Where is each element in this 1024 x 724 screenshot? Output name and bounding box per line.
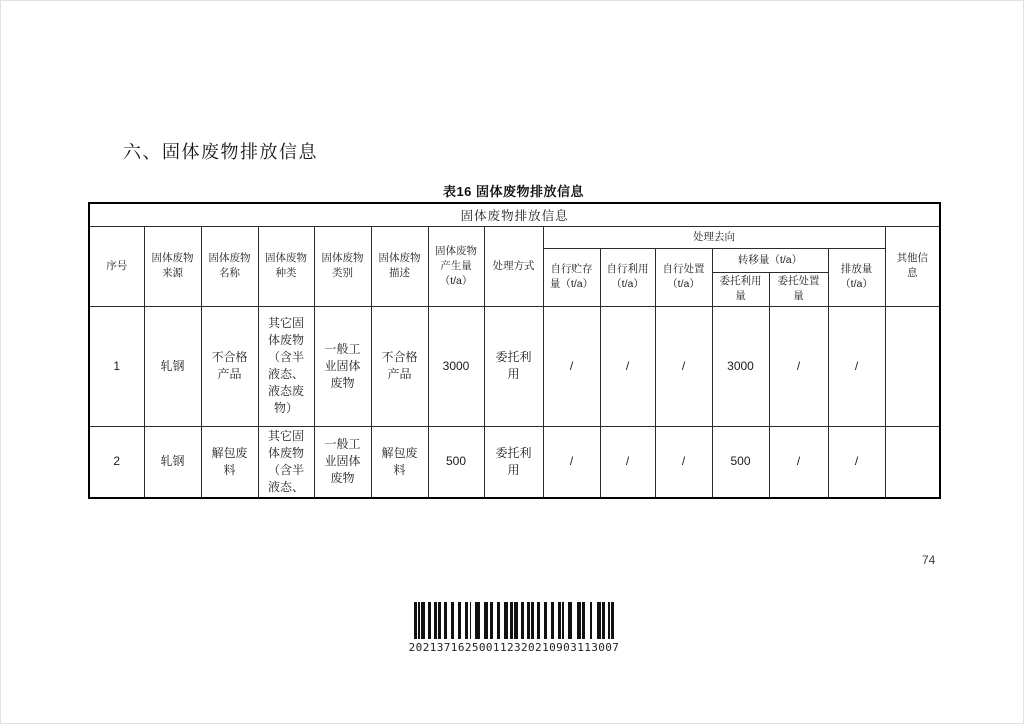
table-row: [89, 426, 940, 498]
cell-description: 解包废料: [371, 426, 428, 498]
col-header-seq: 序号: [89, 226, 144, 306]
col-header-entrusted-use: 委托利用量: [712, 272, 769, 306]
cell-source: 轧钢: [144, 426, 201, 498]
col-header-treatment-destination: 处理去向: [543, 226, 885, 248]
col-header-emission: 排放量（t/a）: [828, 248, 885, 306]
cell-seq: 2: [89, 426, 144, 498]
section-heading: 六、固体废物排放信息: [123, 142, 318, 162]
cell-emission: /: [828, 306, 885, 426]
cell-self-storage: /: [543, 306, 600, 426]
col-header-kind: 固体废物种类: [258, 226, 314, 306]
cell-self-use: /: [600, 426, 655, 498]
cell-self-storage: /: [543, 426, 600, 498]
col-header-source: 固体废物来源: [144, 226, 201, 306]
table-caption: 表16 固体废物排放信息: [442, 184, 585, 199]
col-header-self-use: 自行利用（t/a）: [600, 248, 655, 306]
cell-description: 不合格产品: [371, 306, 428, 426]
page-number: 74: [922, 553, 936, 567]
cell-kind: 其它固体废物（含半液态、: [258, 426, 314, 498]
cell-production: 500: [428, 426, 484, 498]
cell-treatment-method: 委托利用: [484, 426, 543, 498]
cell-entrusted-use: 3000: [712, 306, 769, 426]
cell-kind: 其它固体废物（含半液态、液态废物）: [258, 306, 314, 426]
cell-self-disposal: /: [655, 426, 712, 498]
col-header-self-disposal: 自行处置（t/a）: [655, 248, 712, 306]
col-header-other-info: 其他信息: [885, 226, 940, 306]
cell-self-use: /: [600, 306, 655, 426]
cell-category: 一般工业固体废物: [314, 306, 371, 426]
table-row: [89, 306, 940, 426]
cell-seq: 1: [89, 306, 144, 426]
cell-self-disposal: /: [655, 306, 712, 426]
table-title: 固体废物排放信息: [89, 203, 940, 226]
cell-name: 解包废料: [201, 426, 258, 498]
col-header-transfer: 转移量（t/a）: [712, 248, 828, 272]
cell-entrusted-disposal: /: [769, 306, 828, 426]
cell-category: 一般工业固体废物: [314, 426, 371, 498]
cell-other-info: [885, 306, 940, 426]
col-header-production: 固体废物产生量（t/a）: [428, 226, 484, 306]
col-header-name: 固体废物名称: [201, 226, 258, 306]
barcode: [408, 602, 620, 654]
cell-entrusted-use: 500: [712, 426, 769, 498]
cell-treatment-method: 委托利用: [484, 306, 543, 426]
col-header-self-storage: 自行贮存量（t/a）: [543, 248, 600, 306]
cell-production: 3000: [428, 306, 484, 426]
cell-name: 不合格产品: [201, 306, 258, 426]
col-header-entrusted-disposal: 委托处置量: [769, 272, 828, 306]
col-header-category: 固体废物类别: [314, 226, 371, 306]
barcode-bars-image: [414, 602, 614, 639]
cell-emission: /: [828, 426, 885, 498]
cell-entrusted-disposal: /: [769, 426, 828, 498]
solid-waste-table: [88, 202, 941, 499]
cell-source: 轧钢: [144, 306, 201, 426]
barcode-digits: 202137162500112320210903113007: [408, 641, 620, 654]
cell-other-info: [885, 426, 940, 498]
col-header-treatment-method: 处理方式: [484, 226, 543, 306]
col-header-description: 固体废物描述: [371, 226, 428, 306]
